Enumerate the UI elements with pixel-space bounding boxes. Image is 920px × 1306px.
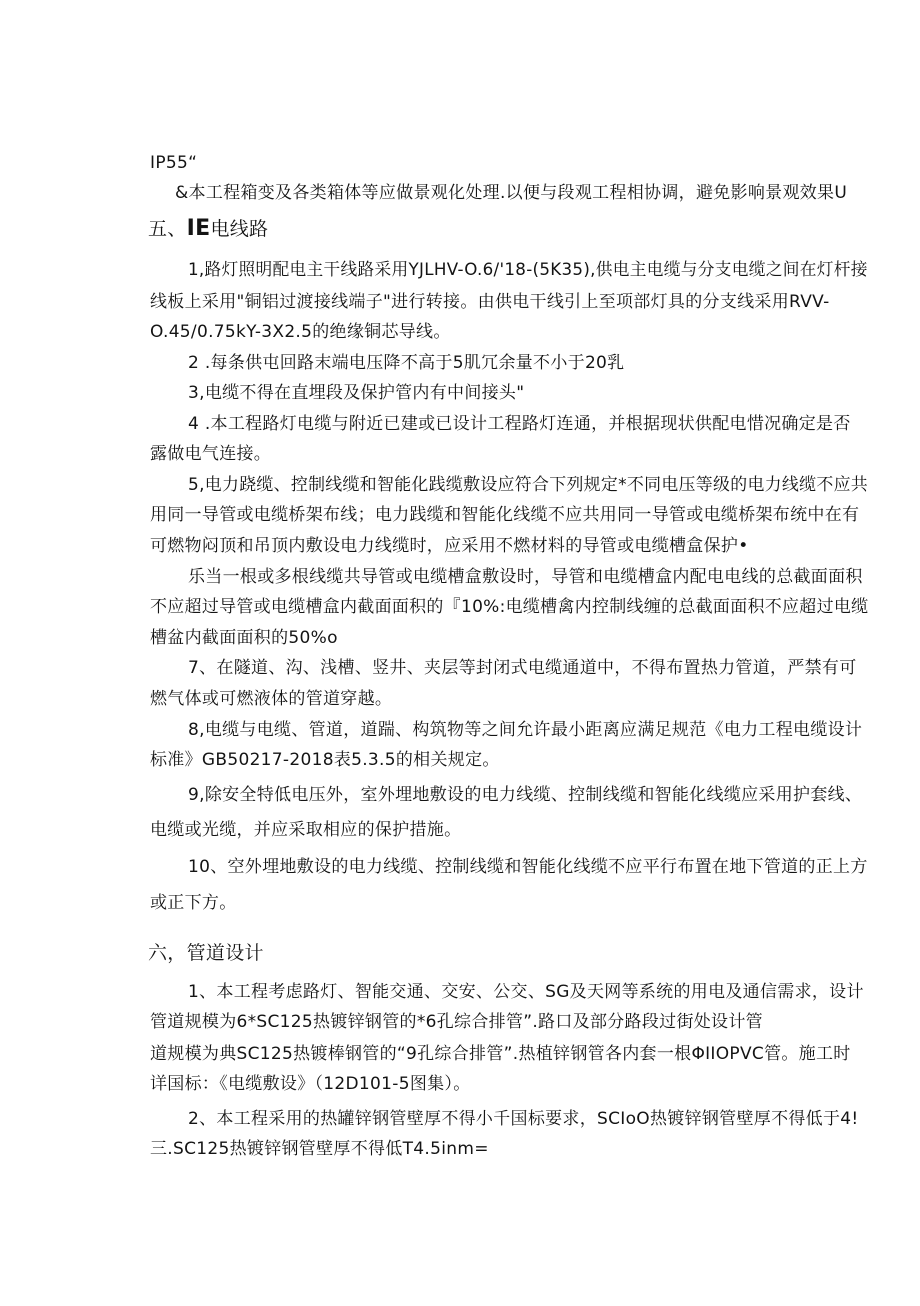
text-line: 用同一导管或电缆桥架布线；电力践缆和智能化线缆不应共用同一导管或电缆桥架布统中在有 xyxy=(150,505,860,525)
text-line: 2、本工程采用的热罐锌钢管壁厚不得小千国标要求，SCIoO热镀锌钢管壁厚不得低于4! xyxy=(188,1109,859,1129)
text-line: 管道规模为6*SC125热镀锌钢管的*6孔综合排管”.路口及部分路段过街处设计管 xyxy=(150,1012,763,1032)
text-line: 线板上采用"铜铝过渡接线端子"进行转接。由供电干线引上至项部灯具的分支线采用RVV- xyxy=(150,292,830,312)
text-line: 露做电气连接。 xyxy=(150,444,272,464)
text-line: 道规模为典SC125热镀棒钢管的“9孔综合排管”.热植锌钢管各内套一根ΦIIOPVC管。施工时 xyxy=(150,1044,851,1064)
text-line: IP55“ xyxy=(150,153,198,173)
text-line: O.45/0.75kY-3X2.5的绝缘铜芯导线。 xyxy=(150,322,451,342)
heading-prefix: 五、 xyxy=(148,218,187,240)
text-line: 8,电缆与电缆、管道，道踹、构筑物等之间允许最小距离应满足规范《电力工程电缆设计 xyxy=(188,720,863,740)
text-line: 乐当一根或多根线缆共导管或电缆槽盒敷设时，导管和电缆槽盒内配电电线的总截面面积 xyxy=(188,567,863,587)
text-line: 标准》GB50217-2018表5.3.5的相关规定。 xyxy=(150,750,500,770)
text-line: 4 .本工程路灯电缆与附近已建或已设计工程路灯连通，并根据现状供配电惜况确定是否 xyxy=(188,414,851,434)
section-heading-6: 六，管道设计 xyxy=(148,942,264,964)
text-line: 三.SC125热镀锌钢管壁厚不得低T4.5inm= xyxy=(150,1139,489,1159)
text-line: 详国标：《电缆敷设》（12D101-5图集）。 xyxy=(150,1074,471,1094)
text-line: 电缆或光缆，并应采取相应的保护措施。 xyxy=(150,820,462,840)
text-line: 9,除安全特低电压外，室外埋地敷设的电力线缆、控制线缆和智能化线缆应采用护套线、 xyxy=(188,785,863,805)
text-line: 2 .每条供屯回路末端电压降不高于5肌冗余量不小于20乳 xyxy=(188,353,625,373)
text-line: 1、本工程考虑路灯、智能交通、交安、公交、SG及天网等系统的用电及通信需求，设计 xyxy=(188,982,864,1002)
text-line: 燃气体或可燃液体的管道穿越。 xyxy=(150,689,393,709)
heading-suffix: 电线路 xyxy=(210,218,269,240)
text-line: 可燃物闷顶和吊顶内敷设电力线缆时，应采用不燃材料的导管或电缆槽盒保护• xyxy=(150,536,749,556)
text-line: 10、空外埋地敷设的电力线缆、控制线缆和智能化线缆不应平行布置在地下管道的正上方 xyxy=(188,857,868,877)
text-line: &本工程箱变及各类箱体等应做景观化处理.以便与段观工程相协调，避免影响景观效果U xyxy=(175,183,848,203)
text-line: 7、在隧道、沟、浅槽、竖井、夹层等封闭式电缆通道中，不得布置热力管道，严禁有可 xyxy=(188,658,857,678)
text-line: 1,路灯照明配电主干线路采用YJLHV-O.6/'18-(5K35),供电主电缆与分支电缆之间在灯杆接 xyxy=(188,260,868,280)
section-heading-5 xyxy=(148,218,268,240)
heading-emphasis: IE xyxy=(186,216,211,241)
text-line: 或正下方。 xyxy=(150,893,237,913)
text-line: 3,电缆不得在直埋段及保护管内有中间接头" xyxy=(188,383,525,403)
text-line: 槽盆内截面面积的50%o xyxy=(150,628,338,648)
text-line: 5,电力跷缆、控制线缆和智能化践缆敷设应符合下列规定*不同电压等级的电力线缆不应共 xyxy=(188,475,869,495)
text-line: 不应超过导管或电缆槽盒内截面面积的『10%:电缆槽禽内控制线缠的总截面面积不应超过电缆 xyxy=(150,597,869,617)
